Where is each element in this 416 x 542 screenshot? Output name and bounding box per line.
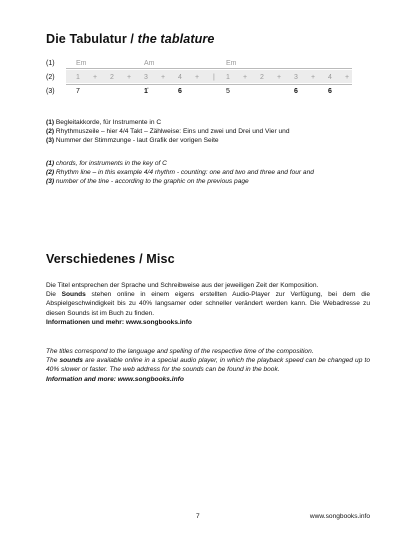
- rhythm-cell: 2: [260, 74, 264, 81]
- rhythm-cell: 3: [144, 74, 148, 81]
- rhythm-cell: +: [345, 74, 350, 81]
- bar-line: |: [213, 74, 215, 81]
- tine-number: 1̇: [144, 88, 148, 95]
- page-number: 7: [196, 513, 200, 520]
- misc-de-line1: Die Titel entsprechen der Sprache und Schreibweise aus der jeweiligen Zeit der Komposition.: [46, 282, 319, 289]
- note-number: (1): [46, 160, 55, 167]
- note-number: (1): [46, 119, 55, 126]
- chord: Em: [226, 60, 237, 67]
- note-en-2: [46, 168, 314, 177]
- misc-de-info: Informationen und mehr: www.songbooks.info: [46, 318, 192, 326]
- tine-number: 6: [294, 88, 298, 95]
- rhythm-cell: 3: [294, 74, 298, 81]
- rhythm-cell: +: [195, 74, 200, 81]
- misc-de-paragraph: [46, 281, 370, 327]
- note-text: Rhythmuszeile – hier 4/4 Takt – Zählweise: Eins und zwei und Drei und Vier und: [54, 128, 290, 135]
- note-number: (3): [46, 137, 55, 144]
- chord: Am: [144, 60, 155, 67]
- tine-number: 6: [328, 88, 332, 95]
- note-text: number of the tine - according to the graphic on the previous page: [54, 178, 249, 185]
- note-en-1: [46, 159, 167, 168]
- note-de-1: [46, 118, 161, 127]
- rhythm-cell: +: [311, 74, 316, 81]
- misc-en-sounds: sounds: [59, 357, 83, 365]
- rhythm-cell: +: [127, 74, 132, 81]
- misc-en-text: The: [46, 357, 60, 365]
- note-en-3: [46, 177, 249, 186]
- misc-de-sounds: Sounds: [61, 291, 86, 299]
- tine-number: 5: [226, 88, 230, 95]
- tab-bottom-line: [66, 84, 352, 85]
- rhythm-cell: +: [243, 74, 248, 81]
- chord: Em: [76, 60, 87, 67]
- rhythm-cell: +: [161, 74, 166, 81]
- misc-heading: Verschiedenes / Misc: [46, 252, 175, 266]
- misc-en-text: are available online in a special audio player, in which the playback speed can be changed up to 40% slower or faster. The web address for the sounds can be found in the book.: [46, 357, 370, 374]
- rhythm-cell: 2: [110, 74, 114, 81]
- row-label: (2): [46, 74, 55, 81]
- note-text: chords, for instruments in the key of C: [54, 160, 167, 167]
- row-label: (3): [46, 88, 55, 95]
- rhythm-cell: 4: [178, 74, 182, 81]
- note-text: Rhythm line – in this example 4/4 rhythm - counting: one and two and three and four and: [54, 169, 314, 176]
- note-de-2: [46, 127, 290, 136]
- tab-top-line: [66, 68, 352, 69]
- footer-url: www.songbooks.info: [309, 513, 370, 520]
- note-text: Nummer der Stimmzunge - laut Grafik der vorigen Seite: [54, 137, 219, 144]
- rhythm-cell: 1: [226, 74, 230, 81]
- tablature-heading: [46, 32, 215, 46]
- note-text: Begleitakkorde, für Instrumente in C: [54, 119, 162, 126]
- rhythm-cell: +: [277, 74, 282, 81]
- misc-de-text: stehen online in einem eigens erstellten Audio-Player zur Verfügung, bei dem die Abspielgeschwindigkeit bis zu 40% langsamer oder schneller verändert werden kann. Die Webadresse zu diesen Sounds ist im Buch zu finden.: [46, 291, 370, 317]
- row-label: (1): [46, 60, 55, 67]
- tablature-heading-de: Die Tabulatur /: [46, 32, 135, 46]
- rhythm-row-shading: [66, 70, 352, 83]
- misc-en-paragraph: [46, 347, 370, 384]
- note-number: (2): [46, 169, 55, 176]
- tablature-heading-en: the tablature: [134, 32, 215, 46]
- note-number: (3): [46, 178, 55, 185]
- misc-en-info: Information and more: www.songbooks.info: [46, 375, 184, 383]
- tine-number: 7: [76, 88, 80, 95]
- misc-en-line1: The titles correspond to the language and spelling of the respective time of the composition.: [46, 348, 314, 355]
- rhythm-cell: 4: [328, 74, 332, 81]
- rhythm-cell: +: [93, 74, 98, 81]
- note-number: (2): [46, 128, 55, 135]
- note-de-3: [46, 136, 219, 145]
- tine-number: 6: [178, 88, 182, 95]
- misc-de-text: Die: [46, 291, 62, 299]
- rhythm-cell: 1: [76, 74, 80, 81]
